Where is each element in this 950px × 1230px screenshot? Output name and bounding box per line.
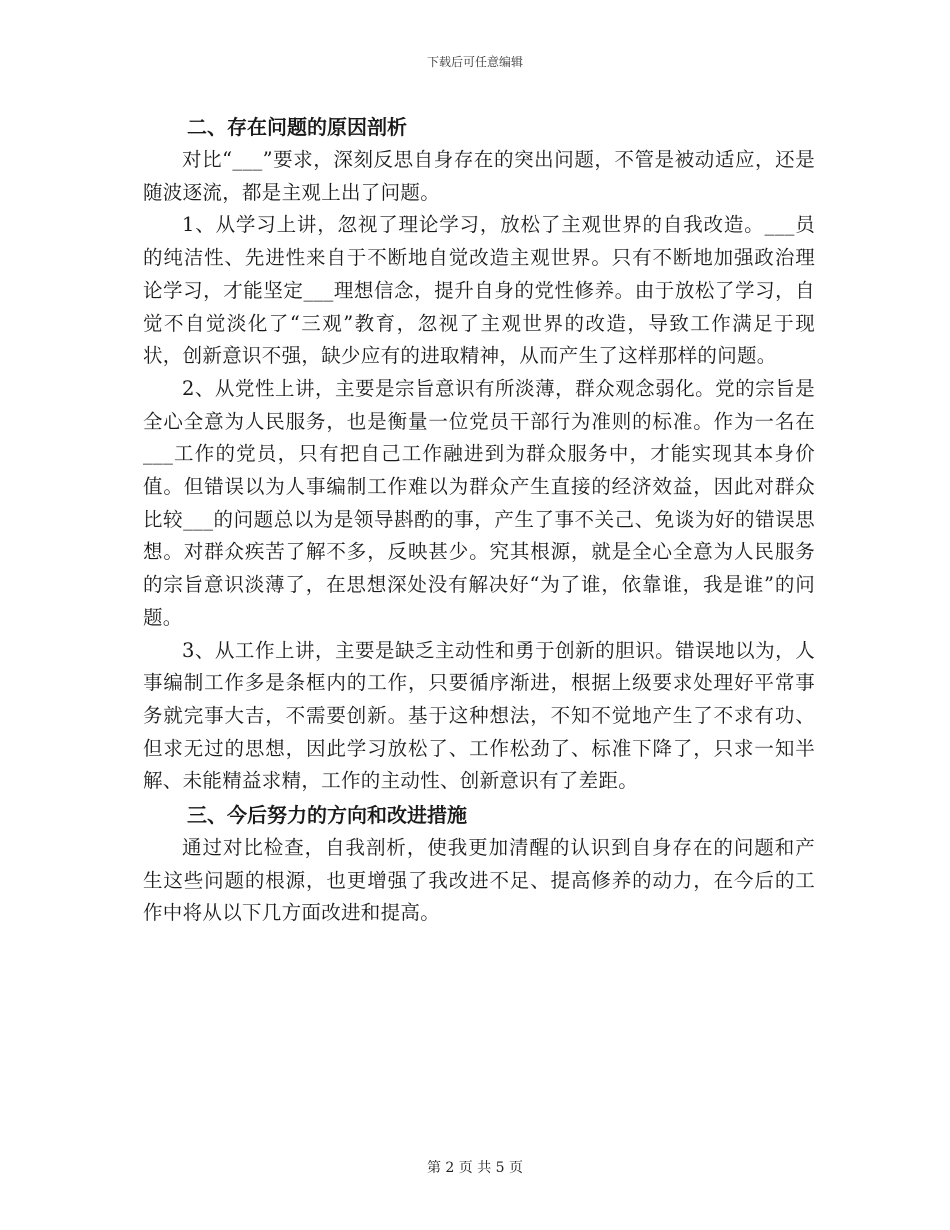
paragraph-work: 3、从工作上讲，主要是缺乏主动性和勇于创新的胆识。错误地以为，人事编制工作多是条框内的工作，只要循序渐进，根据上级要求处理好平常事务就完事大吉，不需要创新。基于这种想法，不知不觉地产生了不求有功、但求无过的思想，因此学习放松了、工作松劲了、标准下降了，只求一知半解、未能精益求精，工作的主动性、创新意识有了差距。 [143,638,815,793]
paragraph-study: 1、从学习上讲，忽视了理论学习，放松了主观世界的自我改造。___员的纯洁性、先进性来自于不断地自觉改造主观世界。只有不断地加强政治理论学习，才能坚定___理想信念，提升自身的党性修养。由于放松了学习，自觉不自觉淡化了“三观”教育，忽视了主观世界的改造，导致工作满足于现状，创新意识不强，缺少应有的进取精神，从而产生了这样那样的问题。 [143,213,815,368]
paragraph-intro: 对比“___”要求，深刻反思自身存在的突出问题，不管是被动适应，还是随波逐流，都是主观上出了问题。 [143,148,815,204]
page-number: 第 2 页 共 5 页 [426,1160,524,1176]
section-heading-causes: 二、存在问题的原因剖析 [187,115,407,139]
document-body [143,110,815,930]
paragraph-improvement-intro: 通过对比检查，自我剖析，使我更加清醒的认识到自身存在的问题和产生这些问题的根源，也更增强了我改进不足、提高修养的动力，在今后的工作中将从以下几方面改进和提高。 [143,836,815,925]
page-header: 下载后可任意编辑 [426,55,523,69]
section-heading-improvements: 三、今后努力的方向和改进措施 [187,803,467,828]
paragraph-party-spirit: 2、从党性上讲，主要是宗旨意识有所淡薄，群众观念弱化。党的宗旨是全心全意为人民服务，也是衡量一位党员干部行为准则的标准。作为一名在___工作的党员，只有把自己工作融进到为群众服务中，才能实现其本身价值。但错误以为人事编制工作难以为群众产生直接的经济效益，因此对群众比较___的问题总以为是领导斟酌的事，产生了事不关己、免谈为好的错误思想。对群众疾苦了解不多，反映甚少。究其根源，就是全心全意为人民服务的宗旨意识淡薄了，在思想深处没有解决好“为了谁，依靠谁，我是谁”的问题。 [143,376,815,629]
